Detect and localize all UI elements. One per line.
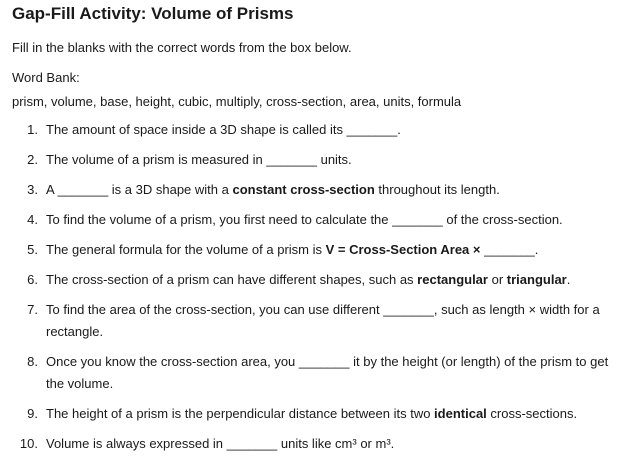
question-text: Volume is always expressed in _______ units like cm³ or m³. xyxy=(46,436,395,451)
question-number: 2. xyxy=(27,152,38,167)
question-item xyxy=(12,149,628,171)
question-text: Once you know the cross-section area, you _______ it by the height (or length) of the prism to get the volume. xyxy=(46,354,609,391)
question-item xyxy=(12,433,628,455)
question-item xyxy=(12,179,628,201)
question-text: The volume of a prism is measured in _______ units. xyxy=(46,152,352,167)
question-number: 5. xyxy=(27,242,38,257)
question-number: 10. xyxy=(19,436,38,451)
question-number: 9. xyxy=(27,406,38,421)
question-number: 1. xyxy=(27,122,38,137)
question-item xyxy=(12,239,628,261)
question-text: The general formula for the volume of a prism is V = Cross-Section Area × _______. xyxy=(46,242,539,257)
question-text: The cross-section of a prism can have different shapes, such as rectangular or triangular. xyxy=(46,272,571,287)
question-item xyxy=(12,209,628,231)
question-item xyxy=(12,119,628,141)
question-list xyxy=(12,119,628,455)
question-number: 8. xyxy=(27,354,38,369)
instructions: Fill in the blanks with the correct words from the box below. xyxy=(12,40,352,55)
question-number: 3. xyxy=(27,182,38,197)
question-text: To find the area of the cross-section, you can use different _______, such as length × width for a rectangle. xyxy=(46,302,600,339)
question-text: To find the volume of a prism, you first need to calculate the _______ of the cross-section. xyxy=(46,212,563,227)
word-bank-words: prism, volume, base, height, cubic, multiply, cross-section, area, units, formula xyxy=(12,94,462,109)
question-text: The amount of space inside a 3D shape is called its _______. xyxy=(46,122,401,137)
question-item xyxy=(12,351,628,395)
page-title: Gap-Fill Activity: Volume of Prisms xyxy=(12,4,294,23)
question-text: A _______ is a 3D shape with a constant cross-section throughout its length. xyxy=(46,182,500,197)
question-item xyxy=(12,403,628,425)
question-number: 6. xyxy=(27,272,38,287)
word-bank-label: Word Bank: xyxy=(12,70,80,85)
question-number: 4. xyxy=(27,212,38,227)
question-item xyxy=(12,299,628,343)
question-text: The height of a prism is the perpendicular distance between its two identical cross-sections. xyxy=(46,406,578,421)
question-number: 7. xyxy=(27,302,38,317)
question-item xyxy=(12,269,628,291)
